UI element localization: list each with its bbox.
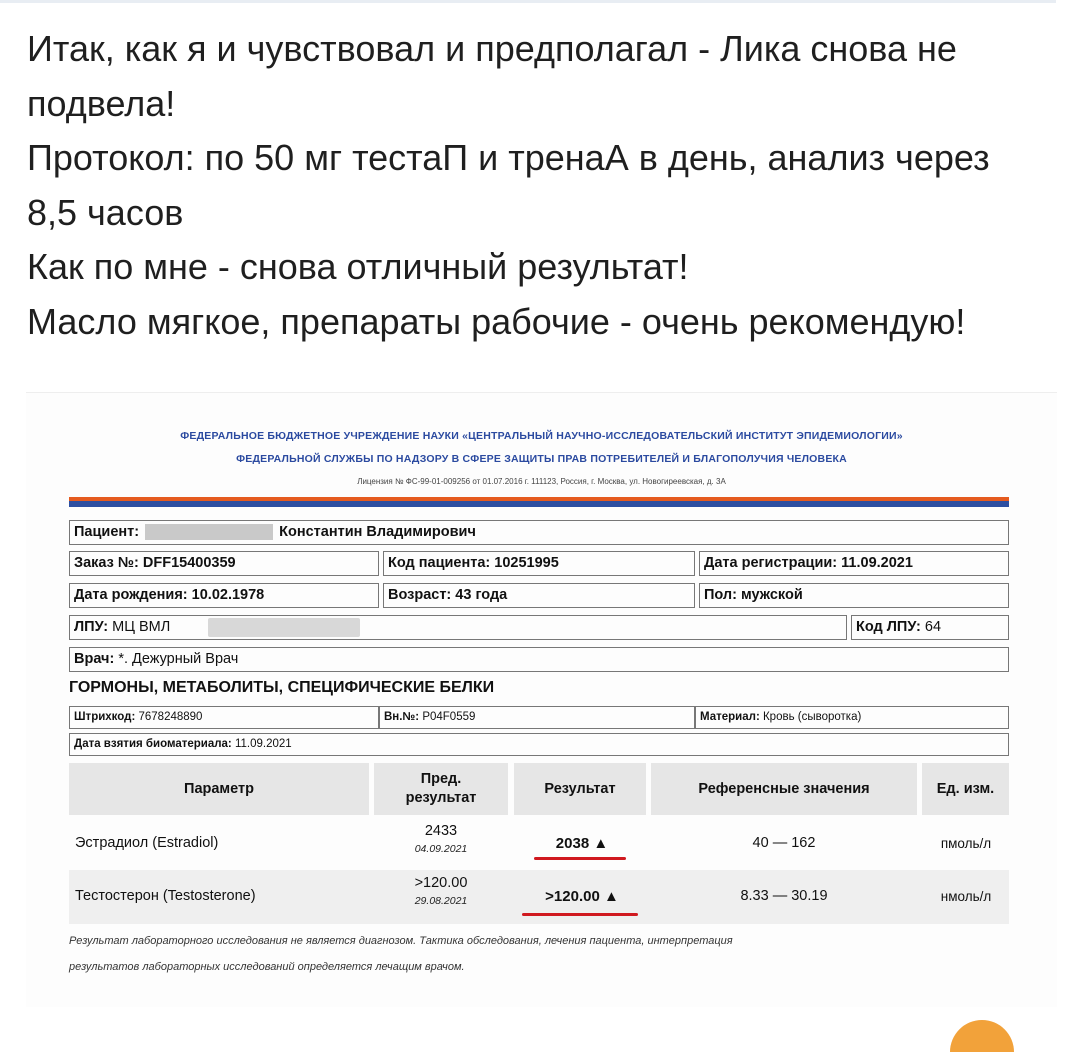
lpu-code-cell [851,615,1009,640]
row2-prev-value: >120.00 [414,875,468,891]
th-result-label: Результат [544,780,616,797]
inner-number-value: P04F0559 [422,711,476,723]
lpu-code-value: 64 [924,619,942,635]
order-label: Заказ №: [74,555,139,571]
report-license-line: Лицензия № ФС-99-01-009256 от 01.07.2016 г. 111123, Россия, г. Москва, ул. Новогиреевская, д. 3А [357,477,726,486]
th-ref-label: Референсные значения [698,780,870,797]
material-cell [695,706,1009,729]
report-footer-line2: результатов лабораторных исследований определяется лечащим врачом. [69,961,465,973]
report-header-line2: ФЕДЕРАЛЬНОЙ СЛУЖБЫ ПО НАДЗОРУ В СФЕРЕ ЗАЩИТЫ ПРАВ ПОТРЕБИТЕЛЕЙ И БЛАГОПОЛУЧИЯ ЧЕЛОВЕКА [236,453,847,465]
lab-report-image[interactable] [26,392,1057,1007]
age-label: Возраст: [388,587,452,603]
reg-date-label: Дата регистрации: [704,555,838,571]
reg-date-value: 11.09.2021 [841,555,913,571]
patient-label: Пациент: [74,524,140,540]
row2-ref: 8.33 — 30.19 [740,888,828,904]
barcode-cell [69,706,379,729]
th-ref [651,763,917,815]
redacted-surname [145,524,273,540]
birth-label: Дата рождения: [74,587,188,603]
post-line: Масло мягкое, препараты рабочие - очень рекомендую! [27,300,966,342]
row2-prev [374,875,508,907]
row2-result-underline [522,913,638,916]
doctor-value: *. Дежурный Врач [118,651,239,667]
post-line: Итак, как я и чувствовал и предполагал - Лика снова не [27,28,957,69]
lpu-value: МЦ ВМЛ [112,619,171,635]
post-line: Протокол: по 50 мг тестаП и тренаА в день, анализ через [27,137,990,178]
birth-cell [69,583,379,608]
report-header-line1: ФЕДЕРАЛЬНОЕ БЮДЖЕТНОЕ УЧРЕЖДЕНИЕ НАУКИ «ЦЕНТРАЛЬНЫЙ НАУЧНО-ИССЛЕДОВАТЕЛЬСКИЙ ИНСТИТУТ ЭПИДЕМИОЛОГИИ» [180,430,903,442]
row1-result: 2038 ▲ [555,835,609,852]
th-unit [922,763,1009,815]
lpu-code-label: Код ЛПУ: [856,619,921,635]
row1-result-underline [534,857,626,860]
material-label: Материал: [700,711,760,723]
sample-date-label: Дата взятия биоматериала: [74,738,232,750]
sample-date-row [69,733,1009,756]
post-text [27,22,1067,349]
post-line: 8,5 часов [27,191,184,233]
birth-value: 10.02.1978 [191,587,265,603]
barcode-label: Штрихкод: [74,711,136,723]
barcode-value: 7678248890 [138,711,203,723]
cat-sticker-icon [950,1020,1014,1052]
th-prev-line2: результат [405,790,477,806]
order-cell [69,551,379,576]
lpu-label: ЛПУ: [74,619,109,635]
row1-unit: пмоль/л [940,836,992,851]
inner-number-cell [379,706,695,729]
row1-prev-date: 04.09.2021 [414,843,468,855]
patient-name: Константин Владимирович [279,524,476,540]
age-cell [383,583,695,608]
sex-value: мужской [741,587,803,603]
row2-result: >120.00 ▲ [545,888,619,905]
row2-unit: нмоль/л [940,889,992,904]
patient-code-value: 10251995 [494,555,559,571]
sex-cell [699,583,1009,608]
patient-code-label: Код пациента: [388,555,491,571]
order-value: DFF15400359 [142,555,236,571]
row2-param: Тестостерон (Testosterone) [75,888,256,904]
row1-param: Эстрадиол (Estradiol) [75,835,219,851]
redacted-lpu [208,618,360,637]
age-value: 43 года [455,587,508,603]
report-footer-line1: Результат лабораторного исследования не является диагнозом. Тактика обследования, лечения пациента, интерпретация [69,935,733,947]
doctor-label: Врач: [74,651,115,667]
th-prev [374,763,508,815]
post-line: Как по мне - снова отличный результат! [27,246,689,287]
inner-number-label: Вн.№: [384,711,420,723]
section-title: ГОРМОНЫ, МЕТАБОЛИТЫ, СПЕЦИФИЧЕСКИЕ БЕЛКИ [69,679,495,696]
doctor-row [69,647,1009,672]
header-bar-blue [69,501,1009,507]
row1-prev-value: 2433 [424,823,458,839]
reg-date-cell [699,551,1009,576]
row1-prev [374,823,508,855]
material-value: Кровь (сыворотка) [762,711,862,723]
row2-prev-date: 29.08.2021 [414,895,468,907]
th-param-label: Параметр [184,780,254,797]
th-prev-line1: Пред. [420,771,462,787]
th-unit-label: Ед. изм. [936,780,995,797]
top-divider [0,0,1056,3]
post-line: подвела! [27,82,176,124]
patient-code-cell [383,551,695,576]
th-param [69,763,369,815]
sample-date-value: 11.09.2021 [234,738,292,750]
row1-ref: 40 — 162 [752,835,816,851]
lpu-cell [69,615,847,640]
patient-row [69,520,1009,545]
th-result [514,763,646,815]
sex-label: Пол: [704,587,737,603]
